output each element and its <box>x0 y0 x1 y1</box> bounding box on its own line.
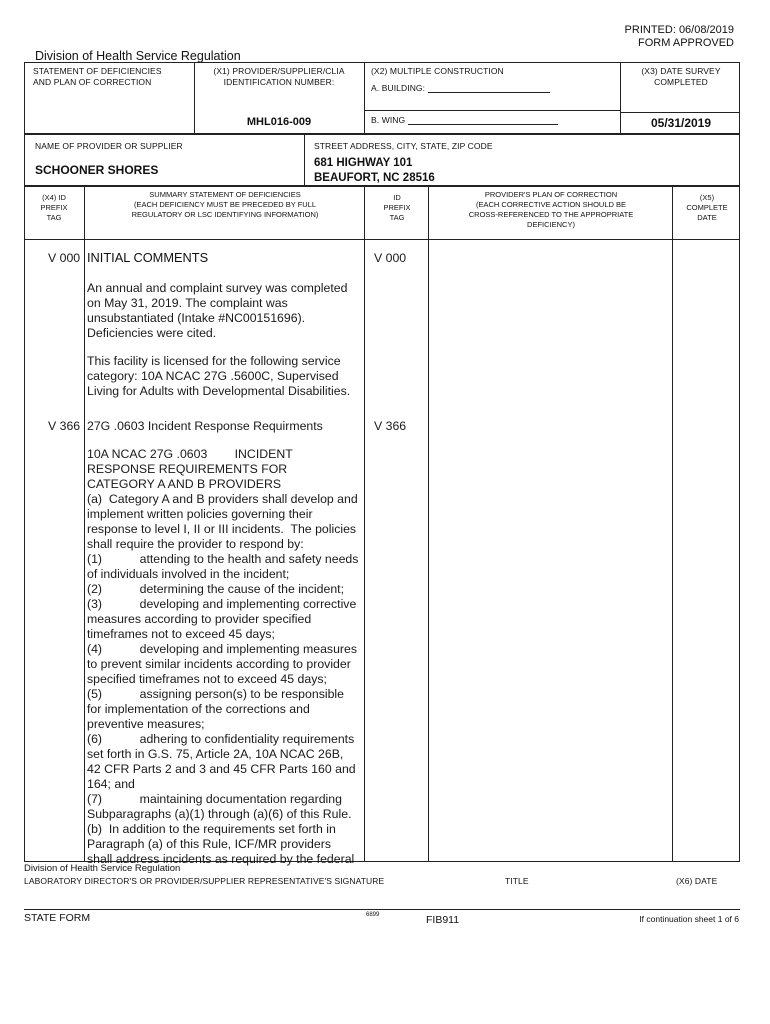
entry-title-incident-response: 27G .0603 Incident Response Requirments <box>87 419 323 433</box>
x4-header: (X4) ID PREFIX TAG <box>40 193 68 222</box>
id-tag-v366: V 366 <box>374 419 407 433</box>
id-prefix-header: ID PREFIX TAG <box>383 193 411 222</box>
wing-field <box>371 114 558 125</box>
initial-comments-paragraph-2: This facility is licensed for the following service category: 10A NCAC 27G .5600C, Supervised Living for Adults with Developmental Disabilities. <box>87 354 351 398</box>
provider-id-number: MHL016-009 <box>246 116 312 128</box>
state-form-label: STATE FORM <box>24 912 91 924</box>
summary-header: SUMMARY STATEMENT OF DEFICIENCIES (EACH DEFICIENCY MUST BE PRECEDED BY FULL REGULATORY OR LSC IDENTIFYING INFORMATION) <box>131 190 319 219</box>
print-header <box>625 24 734 50</box>
prefix-tag-v366: V 366 <box>48 419 81 433</box>
event-id: FIB911 <box>426 914 460 926</box>
date-label: (X6) DATE <box>676 876 718 886</box>
footer-division: Division of Health Service Regulation <box>24 863 181 874</box>
initial-comments-paragraph-1: An annual and complaint survey was completed on May 31, 2019. The complaint was unsubstantiated (Intake #NC00151696). Deficiencies were cited. <box>87 281 348 340</box>
x1-label: (X1) PROVIDER/SUPPLIER/CLIA IDENTIFICATION NUMBER: <box>213 66 345 87</box>
x3-label: (X3) DATE SURVEY COMPLETED <box>641 66 721 87</box>
provider-address <box>314 156 435 186</box>
address-line-2: BEAUFORT, NC 28516 <box>314 172 435 184</box>
address-label: STREET ADDRESS, CITY, STATE, ZIP CODE <box>314 141 493 151</box>
continuation-sheet: If continuation sheet 1 of 6 <box>639 914 739 924</box>
id-tag-v000: V 000 <box>374 251 407 265</box>
address-line-1: 681 HIGHWAY 101 <box>314 157 413 169</box>
building-label: A. BUILDING: <box>371 83 426 93</box>
title-label: TITLE <box>505 876 529 886</box>
division-title: Division of Health Service Regulation <box>35 49 241 63</box>
prefix-tag-v000: V 000 <box>48 251 81 265</box>
provider-name: SCHOONER SHORES <box>35 163 159 177</box>
provider-name-label: NAME OF PROVIDER OR SUPPLIER <box>35 141 183 151</box>
signature-label: LABORATORY DIRECTOR'S OR PROVIDER/SUPPLIER REPRESENTATIVE'S SIGNATURE <box>24 876 385 886</box>
form-approved: FORM APPROVED <box>638 37 734 49</box>
printed-date: PRINTED: 06/08/2019 <box>624 24 734 36</box>
building-blank <box>428 82 550 93</box>
statement-label: STATEMENT OF DEFICIENCIES AND PLAN OF CORRECTION <box>33 66 162 87</box>
plan-header: PROVIDER'S PLAN OF CORRECTION (EACH CORRECTIVE ACTION SHOULD BE CROSS-REFERENCED TO THE APPROPRIATE DEFICIENCY) <box>468 190 634 229</box>
form-number: 6899 <box>366 912 380 918</box>
entry-title-initial-comments: INITIAL COMMENTS <box>87 250 209 265</box>
wing-label: B. WING <box>371 115 406 125</box>
incident-response-rule-text: 10A NCAC 27G .0603 INCIDENT RESPONSE REQUIREMENTS FOR CATEGORY A AND B PROVIDERS (a) Category A and B providers shall develop and implement written policies governing their response to level I, II or III incidents. The policies shall require the provider to respond by: (1) attending to the health and safety needs of individuals involved in the incident; (2) determining the cause of the incident; (3) developing and implementing corrective measures according to provider specified timeframes not to exceed 45 days; (4) developing and implementing measures to prevent similar incidents according to provider specified timeframes not to exceed 45 days; (5) assigning person(s) to be responsible for implementation of the corrections and preventive measures; (6) adhering to confidentiality requirements set forth in G.S. 75, Article 2A, 10A NCAC 26B, 42 CFR Parts 2 and 3 and 45 CFR Parts 160 and 164; and (7) maintaining documentation regarding Subparagraphs (a)(1) through (a)(6) of this Rule. (b) In addition to the requirements set forth in Paragraph (a) of this Rule, ICF/MR providers shall address incidents as required by the federal <box>87 447 359 866</box>
x5-header: (X5) COMPLETE DATE <box>686 193 728 222</box>
building-field <box>371 82 550 93</box>
survey-date: 05/31/2019 <box>650 116 712 130</box>
wing-blank <box>408 114 558 125</box>
x2-label: (X2) MULTIPLE CONSTRUCTION <box>371 66 504 76</box>
